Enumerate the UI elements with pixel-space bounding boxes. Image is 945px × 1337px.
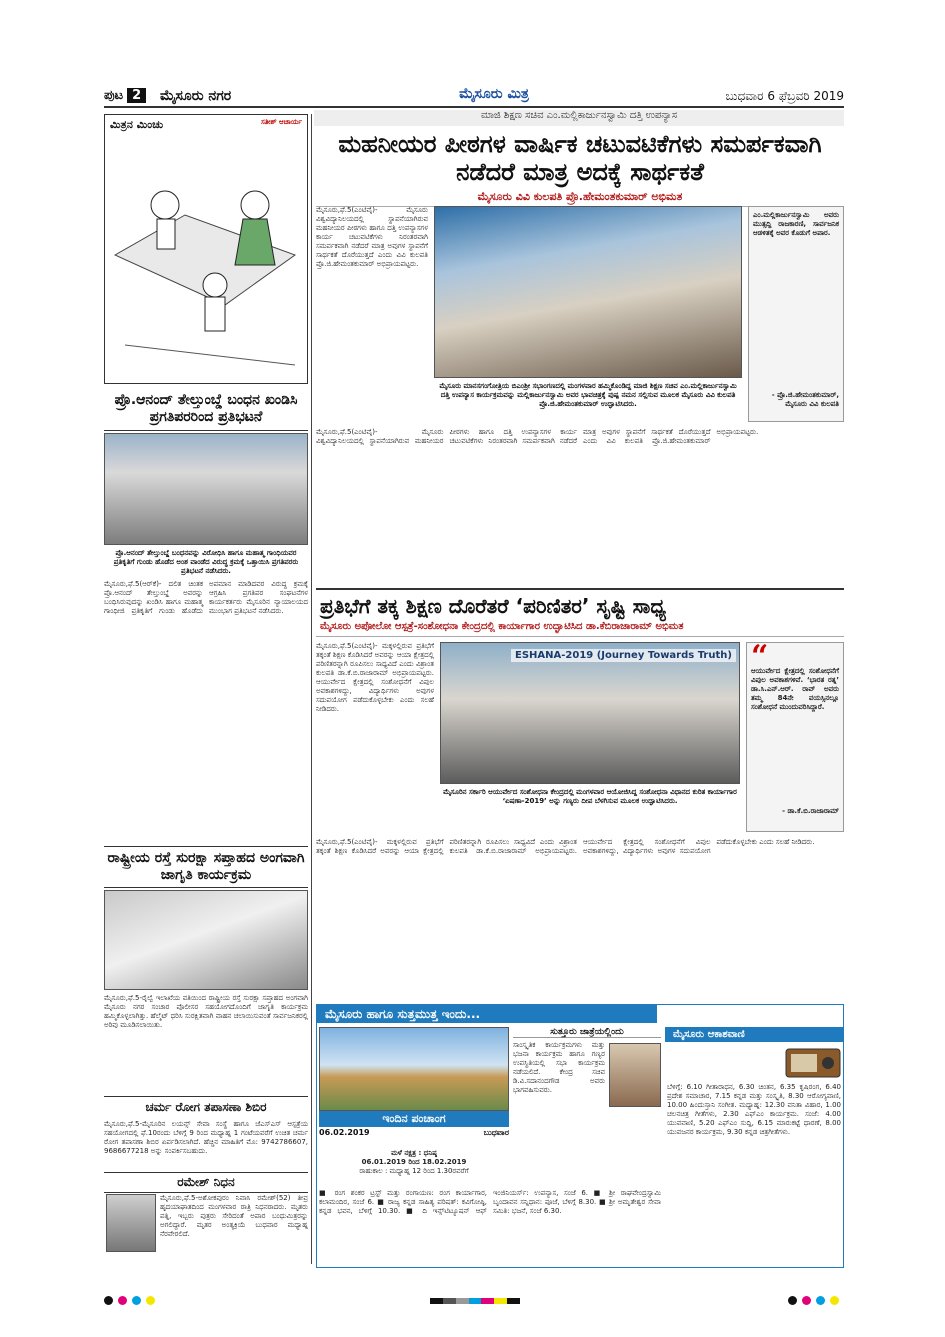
protest-photo (104, 433, 308, 545)
registration-mark-icon (802, 1296, 811, 1305)
newspaper-page (104, 86, 844, 1286)
today-banner: ಮೈಸೂರು ಹಾಗೂ ಸುತ್ತಮುತ್ತ ಇಂದು... (317, 1005, 657, 1023)
color-swatch (494, 1298, 507, 1304)
lead-body: ಮೈಸೂರು,ಫೆ.5(ಎಂಟಿವೈ)- ಮೈಸೂರು ವಿಶ್ವವಿದ್ಯಾನಿಲಯದಲ್ಲಿ ಸ್ಥಾಪನೆಯಾಗಿರುವ ಮಹನೀಯರ ಪೀಠಗಳು ಹಾಗೂ ದತ್ತಿ ಉಪನ್ಯಾಸಗಳ ಕಾರ್ಯ ಚಟುವಟಿಕೆಗಳು ನಿರಂತರವಾಗಿ ಸಮರ್ಪಕವಾಗಿ ನಡೆದರೆ ಮಾತ್ರ ಅವುಗಳ ಸ್ಥಾಪನೆಗೆ ಸಾರ್ಥಕತೆ ದೊರೆಯುತ್ತದೆ ಎಂದು ವಿವಿ ಕುಲಪತಿ ಪ್ರೊ.ಜಿ.ಹೇಮಂತಕುಮಾರ್ ಅಭಿಪ್ರಾಯಪಟ್ಟರು. (316, 428, 759, 445)
education-photo (440, 642, 740, 784)
panchanga-day: ಬುಧವಾರ (483, 1128, 509, 1137)
education-quote: ಆಯುರ್ವೇದ ಕ್ಷೇತ್ರದಲ್ಲಿ ಸಂಶೋಧನೆಗೆ ವಿಪುಲ ಅವಕಾಶಗಳಿವೆ. ‘ಭಾರತ ರತ್ನ’ ಡಾ.ಸಿ.ಎನ್.ಆರ್. ರಾವ್ ಅವರು ತಮ್ಮ 84ನೇ ವಯಸ್ಸಿನಲ್ಲೂ ಸಂಶೋಧನೆ ಮುಂದುವರಿಸಿದ್ದಾರೆ. (751, 667, 839, 711)
page-header (104, 86, 844, 108)
page-label: ಪುಟ (104, 88, 124, 103)
road-safety-article (104, 846, 308, 1091)
lead-article (316, 128, 844, 583)
education-quote-box (746, 639, 844, 832)
lead-headline: ಮಹನೀಯರ ಪೀಠಗಳ ವಾರ್ಷಿಕ ಚಟುವಟಿಕೆಗಳು ಸಮರ್ಪಕವಾಗಿ ನಡೆದರೆ ಮಾತ್ರ ಅದಕ್ಕೆ ಸಾರ್ಥಕತೆ (338, 130, 822, 186)
page-number-value: 2 (127, 88, 146, 103)
registration-mark-icon (788, 1296, 797, 1305)
registration-mark-icon (118, 1296, 127, 1305)
skin-camp-headline: ಚರ್ಮ ರೋಗ ತಪಾಸಣಾ ಶಿಬಿರ (104, 1096, 308, 1118)
suttur-body: ಸಾಂಸ್ಕೃತಿಕ ಕಾರ್ಯಕ್ರಮಗಳು ಮತ್ತು ಭಜನಾ ಕಾರ್ಯಕ್ರಮ ಹಾಗೂ ಗಣ್ಯರ ಉಪಸ್ಥಿತಿಯಲ್ಲಿ ಸಭಾ ಕಾರ್ಯಕ್ರಮ ನಡೆಯಲಿದೆ. ಕೇಂದ್ರ ಸಚಿವ ಡಿ.ವಿ.ಸದಾನಂದಗೌಡ ಅವರು ಭಾಗವಹಿಸುವರು. (513, 1041, 605, 1094)
quote-mark-icon: “ (751, 639, 769, 674)
nakshatra: ಮಳೆ ನಕ್ಷತ್ರ : ಧನಿಷ್ಠ (391, 1149, 437, 1157)
lead-quote-box (748, 206, 844, 422)
road-safety-headline: ರಾಷ್ಟ್ರೀಯ ರಸ್ತೆ ಸುರಕ್ಷಾ ಸಪ್ತಾಹದ ಅಂಗವಾಗಿ ಜಾಗೃತಿ ಕಾರ್ಯಕ್ರಮ (104, 846, 308, 888)
color-swatch (443, 1298, 456, 1304)
road-safety-body: ಮೈಸೂರು,ಫೆ.5-ರೈಲ್ವೆ ಇಲಾಖೆಯ ವತಿಯಿಂದ ರಾಷ್ಟ್ರೀಯ ರಸ್ತೆ ಸುರಕ್ಷಾ ಸಪ್ತಾಹದ ಅಂಗವಾಗಿ ಮೈಸೂರು ನಗರ ಸಂಚಾರ ಪೊಲೀಸರ ಸಹಯೋಗದೊಂದಿಗೆ ಜಾಗೃತಿ ಕಾರ್ಯಕ್ರಮ ಹಮ್ಮಿಕೊಳ್ಳಲಾಗಿತ್ತು. ಹೆಲ್ಮೆಟ್ ಧರಿಸಿ ಸುರಕ್ಷಿತವಾಗಿ ವಾಹನ ಚಲಾಯಿಸುವಂತೆ ಸಾರ್ವಜನಿಕರಲ್ಲಿ ಅರಿವು ಮೂಡಿಸಲಾಯಿತು. (104, 994, 308, 1029)
color-swatch (430, 1298, 443, 1304)
education-banner: ESHANA-2019 (Journey Towards Truth) (511, 649, 736, 662)
color-swatch (469, 1298, 482, 1304)
lead-quote: ಎಂ.ಮಲ್ಲಿಕಾರ್ಜುನಸ್ವಾಮಿ ಅವರು ಮುತ್ಸದ್ದಿ ರಾಜಕಾರಣಿ, ಸಾರ್ವಜನಿಕ ಆಡಳಿತಕ್ಕೆ ಅವರ ಕೊಡುಗೆ ಅಪಾರ. (753, 211, 839, 237)
section-title: ಮೈಸೂರು ನಗರ (160, 88, 232, 104)
nakshatra-range: 06.01.2019 ರಿಂದ 18.02.2019 (361, 1158, 467, 1166)
registration-mark-icon (816, 1296, 825, 1305)
registration-mark-icon (104, 1296, 113, 1305)
panchanga-date: 06.02.2019 (319, 1128, 370, 1137)
education-article (316, 588, 844, 1000)
minister-photo (609, 1043, 661, 1107)
protest-headline: ಪ್ರೊ.ಆನಂದ್ ತೇಲ್ತುಂಬ್ಡೆ ಬಂಧನ ಖಂಡಿಸಿ ಪ್ರಗತಿಪರರಿಂದ ಪ್ರತಿಭಟನೆ (104, 388, 308, 431)
obituary-headline: ರಮೇಶ್ ನಿಧನ (104, 1172, 308, 1193)
page-number (104, 88, 154, 106)
rahukala: ರಾಹುಕಾಲ : ಮಧ್ಯಾಹ್ನ 12 ರಿಂದ 1.30ರವರೆಗೆ (359, 1167, 469, 1175)
panchanga-details (319, 1149, 509, 1185)
radio-icon (785, 1045, 841, 1079)
lead-deck: ಮೈಸೂರು ವಿವಿ ಕುಲಪತಿ ಪ್ರೊ.ಹೇಮಂತಕುಮಾರ್ ಅಭಿಮತ (316, 190, 844, 207)
lead-quote-credit: - ಪ್ರೊ.ಜಿ.ಹೇಮಂತಕುಮಾರ್, ಮೈಸೂರು ವಿವಿ ಕುಲಪತಿ (771, 391, 839, 408)
issue-date: ಬುಧವಾರ 6 ಫೆಬ್ರವರಿ 2019 (725, 89, 844, 103)
registration-mark-icon (830, 1296, 839, 1305)
protest-caption: ಪ್ರೊ.ಆನಂದ್ ತೇಲ್ತುಂಬ್ಡೆ ಬಂಧನವನ್ನು ವಿರೋಧಿಸಿ ಹಾಗೂ ಮಹಾತ್ಮ ಗಾಂಧಿಯವರ ಪ್ರತಿಕೃತಿಗೆ ಗುಂಡು ಹೊಡೆದ ಅಂಶ ವಾಂಡೆದ ವಿರುದ್ಧ ಕ್ರಮಕ್ಕೆ ಒತ್ತಾಯಿಸಿ ಪ್ರಗತಿಪರರು ಪ್ರತಿಭಟನೆ ನಡೆಸಿದರು. (113, 549, 299, 575)
obituary-article (104, 1172, 308, 1256)
lead-intro: ಮೈಸೂರು,ಫೆ.5(ಎಂಟಿವೈ)- ಮೈಸೂರು ವಿಶ್ವವಿದ್ಯಾನಿಲಯದಲ್ಲಿ ಸ್ಥಾಪನೆಯಾಗಿರುವ ಮಹನೀಯರ ಪೀಠಗಳು ಹಾಗೂ ದತ್ತಿ ಉಪನ್ಯಾಸಗಳ ಕಾರ್ಯ ಚಟುವಟಿಕೆಗಳು ನಿರಂತರವಾಗಿ ಸಮರ್ಪಕವಾಗಿ ನಡೆದರೆ ಮಾತ್ರ ಅವುಗಳ ಸ್ಥಾಪನೆಗೆ ಸಾರ್ಥಕತೆ ದೊರೆಯುತ್ತದೆ ಎಂದು ವಿವಿ ಕುಲಪತಿ ಪ್ರೊ.ಜಿ.ಹೇಮಂತಕುಮಾರ್ ಅಭಿಪ್ರಾಯಪಟ್ಟರು. (316, 206, 428, 268)
color-strip (430, 1298, 520, 1304)
suttur-box (513, 1027, 661, 1185)
protest-article (104, 388, 308, 838)
color-swatch (507, 1298, 520, 1304)
lead-photo (434, 206, 742, 378)
masthead: ಮೈಸೂರು ಮಿತ್ರ (459, 86, 529, 102)
events-body: ■ ರಂಗ ಶಂಕರ ಟ್ರಸ್ಟ್ ಮತ್ತು ರಂಗಾಯಣ: ರಂಗ ಕಾರ್ಯಾಗಾರ, ಕಲಾಮಂದಿರ, ಸಂಜೆ 6. ■ ರಾಜ್ಯ ಕನ್ನಡ ಸಾಹಿತ್ಯ ಪರಿಷತ್: ಕವಿಗೋಷ್ಠಿ, ಕನ್ನಡ ಭವನ, ಬೆಳಿಗ್ಗೆ 10.30. ■ ದಿ ಇನ್ಸ್‌ಟಿಟ್ಯೂಷನ್ ಆಫ್ ಇಂಜಿನಿಯರ್ಸ್: ಉಪನ್ಯಾಸ, ಸಂಜೆ 6. ■ ಶ್ರೀ ರಾಘವೇಂದ್ರಸ್ವಾಮಿ ಬೃಂದಾವನ ಸನ್ನಿಧಾನ: ಪೂಜೆ, ಬೆಳಿಗ್ಗೆ 8.30. ■ ಶ್ರೀ ಅಮೃತೇಶ್ವರ ಸೇವಾ ಸಮಿತಿ: ಭಜನೆ, ಸಂಜೆ 6.30. (319, 1189, 661, 1215)
obituary-body: ಮೈಸೂರು,ಫೆ.5-ಅಶೋಕಪುರಂ ನಿವಾಸಿ ರಮೇಶ್(52) ತೀವ್ರ ಹೃದಯಾಘಾತದಿಂದ ಮಂಗಳವಾರ ರಾತ್ರಿ ನಿಧನರಾದರು. ಮೃತರು ಪತ್ನಿ, ಇಬ್ಬರು ಪುತ್ರರು ಸೇರಿದಂತೆ ಅಪಾರ ಬಂಧುಮಿತ್ರರನ್ನು ಅಗಲಿದ್ದಾರೆ. ಮೃತರ ಅಂತ್ಯಕ್ರಿಯೆ ಬುಧವಾರ ಮಧ್ಯಾಹ್ನ ನೆರವೇರಲಿದೆ. (160, 1194, 308, 1238)
road-safety-photo (104, 890, 308, 990)
education-headline: ಪ್ರತಿಭೆಗೆ ತಕ್ಕ ಶಿಕ್ಷಣ ದೊರೆತರೆ ‘ಪರಿಣಿತರ’ ಸೃಷ್ಟಿ ಸಾಧ್ಯ (320, 594, 667, 618)
education-quote-credit: - ಡಾ.ಕೆ.ಬಿ.ರಾಜಾರಾಮ್ (782, 807, 839, 815)
today-section (316, 1004, 844, 1268)
skin-camp-body: ಮೈಸೂರು,ಫೆ.5-ಮೈಸೂರಿನ ಲಯನ್ಸ್ ಸೇವಾ ಸಂಸ್ಥೆ ಹಾಗೂ ಜೆಎಸ್‌ಎಸ್ ಆಸ್ಪತ್ರೆಯ ಸಹಯೋಗದಲ್ಲಿ ಫೆ.10ರಂದು ಬೆಳಿಗ್ಗೆ 9 ರಿಂದ ಮಧ್ಯಾಹ್ನ 1 ಗಂಟೆಯವರೆಗೆ ಉಚಿತ ಚರ್ಮ ರೋಗ ತಪಾಸಣಾ ಶಿಬಿರ ಏರ್ಪಡಿಸಲಾಗಿದೆ. ಹೆಚ್ಚಿನ ಮಾಹಿತಿಗೆ ಮೊ: 9742786607, 9686677218 ಅನ್ನು ಸಂಪರ್ಕಿಸಬಹುದು. (104, 1120, 308, 1155)
color-swatch (456, 1298, 469, 1304)
skin-camp-article (104, 1096, 308, 1168)
radio-body: ಬೆಳಿಗ್ಗೆ: 6.10 ಗೀತಾರಾಧನ, 6.30 ಚಿಂತನ, 6.35 ಕೃಷಿರಂಗ, 6.40 ಪ್ರದೇಶ ಸಮಾಚಾರ, 7.15 ಕನ್ನಡ ಮತ್ತು ಸಂಸ್ಕೃತಿ, 8.30 ಆರೋಗ್ಯವಾಣಿ, 10.00 ಹಿಂದುಸ್ತಾನಿ ಸಂಗೀತ. ಮಧ್ಯಾಹ್ನ: 12.30 ವನಿತಾ ವಿಹಾರ, 1.00 ಚಲನಚಿತ್ರ ಗೀತೆಗಳು, 2.30 ಎಫ್‌ಎಂ ಕಾರ್ಯಕ್ರಮ. ಸಂಜೆ: 4.00 ಯುವವಾಣಿ, 5.20 ಎಫ್‌ಎಂ ಸುದ್ದಿ, 6.15 ಮಾರುಕಟ್ಟೆ ಧಾರಣೆ, 8.00 ಯುವಜನರ ಕಾರ್ಯಕ್ರಮ, 9.30 ಕನ್ನಡ ಚಿತ್ರಗೀತೆಗಳು. (667, 1083, 841, 1136)
education-body: ಮೈಸೂರು,ಫೆ.5(ಎಂಟಿವೈ)- ಮಕ್ಕಳಲ್ಲಿರುವ ಪ್ರತಿಭೆಗೆ ತಕ್ಕಂತೆ ಶಿಕ್ಷಣ ಕೊಡಿಸಿದರೆ ಅವರನ್ನು ಆಯಾ ಕ್ಷೇತ್ರದಲ್ಲಿ ಪರಿಣಿತರನ್ನಾಗಿ ರೂಪಿಸಲು ಸಾಧ್ಯವಿದೆ ಎಂದು ವಿಶ್ರಾಂತ ಕುಲಪತಿ ಡಾ.ಕೆ.ಬಿ.ರಾಜಾರಾಮ್ ಅಭಿಪ್ರಾಯಪಟ್ಟರು. ಆಯುರ್ವೇದ ಕ್ಷೇತ್ರದಲ್ಲಿ ಸಂಶೋಧನೆಗೆ ವಿಪುಲ ಅವಕಾಶಗಳಿದ್ದು, ವಿದ್ಯಾರ್ಥಿಗಳು ಅವುಗಳ ಸದುಪಯೋಗ ಪಡೆದುಕೊಳ್ಳಬೇಕು ಎಂದು ಸಲಹೆ ನೀಡಿದರು. (316, 838, 815, 855)
cartoon-box (104, 114, 308, 384)
cartoon-drawing (105, 135, 307, 383)
suttur-title: ಸುತ್ತೂರು ಜಾತ್ರೆಯಲ್ಲಿಂದು (513, 1027, 661, 1038)
palace-photo (319, 1027, 509, 1111)
registration-mark-icon (146, 1296, 155, 1305)
cartoon-artist: ಸತೀಶ್ ಆಚಾರ್ಯ (261, 118, 302, 126)
lead-caption: ಮೈಸೂರು ಮಾನಸಗಂಗೋತ್ರಿಯ ಬಿಎಂಶ್ರೀ ಸಭಾಂಗಣದಲ್ಲಿ ಮಂಗಳವಾರ ಹಮ್ಮಿಕೊಂಡಿದ್ದ ಮಾಜಿ ಶಿಕ್ಷಣ ಸಚಿವ ಎಂ.ಮಲ್ಲಿಕಾರ್ಜುನಸ್ವಾಮಿ ದತ್ತಿ ಉಪನ್ಯಾಸ ಕಾರ್ಯಕ್ರಮವನ್ನು ಮಲ್ಲಿಕಾರ್ಜುನಸ್ವಾಮಿ ಅವರ ಭಾವಚಿತ್ರಕ್ಕೆ ಪುಷ್ಪ ನಮನ ಸಲ್ಲಿಸುವ ಮೂಲಕ ಮೈಸೂರು ವಿವಿ ಕುಲಪತಿ ಪ್ರೊ.ಜಿ.ಹೇಮಂತಕುಮಾರ್ ಉದ್ಘಾಟಿಸಿದರು. (439, 382, 737, 408)
obituary-photo (106, 1194, 156, 1252)
panchanga-dateline (319, 1128, 509, 1138)
panchanga-title: ಇಂದಿನ ಪಂಚಾಂಗ (319, 1111, 509, 1127)
tribute-line: ಮಾಜಿ ಶಿಕ್ಷಣ ಸಚಿವ ಎಂ.ಮಲ್ಲಿಕಾರ್ಜುನಸ್ವಾಮಿ ದತ್ತಿ ಉಪನ್ಯಾಸ (314, 110, 844, 126)
color-swatch (481, 1298, 494, 1304)
education-intro: ಮೈಸೂರು,ಫೆ.5(ಎಂಟಿವೈ)- ಮಕ್ಕಳಲ್ಲಿರುವ ಪ್ರತಿಭೆಗೆ ತಕ್ಕಂತೆ ಶಿಕ್ಷಣ ಕೊಡಿಸಿದರೆ ಅವರನ್ನು ಆಯಾ ಕ್ಷೇತ್ರದಲ್ಲಿ ಪರಿಣಿತರನ್ನಾಗಿ ರೂಪಿಸಲು ಸಾಧ್ಯವಿದೆ ಎಂದು ವಿಶ್ರಾಂತ ಕುಲಪತಿ ಡಾ.ಕೆ.ಬಿ.ರಾಜಾರಾಮ್ ಅಭಿಪ್ರಾಯಪಟ್ಟರು. ಆಯುರ್ವೇದ ಕ್ಷೇತ್ರದಲ್ಲಿ ಸಂಶೋಧನೆಗೆ ವಿಪುಲ ಅವಕಾಶಗಳಿದ್ದು, ವಿದ್ಯಾರ್ಥಿಗಳು ಅವುಗಳ ಸದುಪಯೋಗ ಪಡೆದುಕೊಳ್ಳಬೇಕು ಎಂದು ಸಲಹೆ ನೀಡಿದರು. (316, 642, 434, 713)
registration-mark-icon (132, 1296, 141, 1305)
education-deck: ಮೈಸೂರು ಅಪೋಲೋ ಆಸ್ಪತ್ರೆ-ಸಂಶೋಧನಾ ಕೇಂದ್ರದಲ್ಲಿ ಕಾರ್ಯಾಗಾರ ಉದ್ಘಾಟಿಸಿದ ಡಾ.ಕೆಬಿರಾಜಾರಾಮ್ ಅಭಿಮತ (316, 620, 844, 637)
radio-title: ಮೈಸೂರು ಆಕಾಶವಾಣಿ (665, 1027, 843, 1042)
protest-body: ಮೈಸೂರು,ಫೆ.5(ಆರ್‌ಕೆ)- ದಲಿತ ಚಿಂತಕ ಪ್ರೊ.ಆನಂದ್ ತೇಲ್ತುಂಬ್ಡೆ ಅವರನ್ನು ಬಂಧಿಸಿರುವುದನ್ನು ಖಂಡಿಸಿ ಹಾಗೂ ಮಹಾತ್ಮ ಗಾಂಧೀಜಿ ಪ್ರತಿಕೃತಿಗೆ ಗುಂಡು ಹೊಡೆದು ಅಪಮಾನ ಮಾಡಿದವರ ವಿರುದ್ಧ ಕ್ರಮಕ್ಕೆ ಆಗ್ರಹಿಸಿ ಪ್ರಗತಿಪರ ಸಂಘಟನೆಗಳ ಕಾರ್ಯಕರ್ತರು ಮೈಸೂರಿನ ನ್ಯಾಯಾಲಯದ ಮುಂಭಾಗ ಪ್ರತಿಭಟನೆ ನಡೆಸಿದರು. (104, 580, 308, 615)
education-caption: ಮೈಸೂರಿನ ಸರ್ಕಾರಿ ಆಯುರ್ವೇದ ಸಂಶೋಧನಾ ಕೇಂದ್ರದಲ್ಲಿ ಮಂಗಳವಾರ ಆಯೋಜಿಸಿದ್ದ ಸಂಶೋಧನಾ ವಿಧಾನದ ಕುರಿತ ಕಾರ್ಯಾಗಾರ ‘ಏಷಣಾ-2019’ ಅನ್ನು ಗಣ್ಯರು ದೀಪ ಬೆಳಗಿಸುವ ಮೂಲಕ ಉದ್ಘಾಟಿಸಿದರು. (443, 788, 737, 805)
cartoon-title: ಮಿತ್ರನ ಮಿಂಚು (110, 118, 164, 131)
panchanga-box (319, 1027, 509, 1147)
cartoon-header (105, 115, 307, 135)
radio-box (665, 1027, 843, 1267)
